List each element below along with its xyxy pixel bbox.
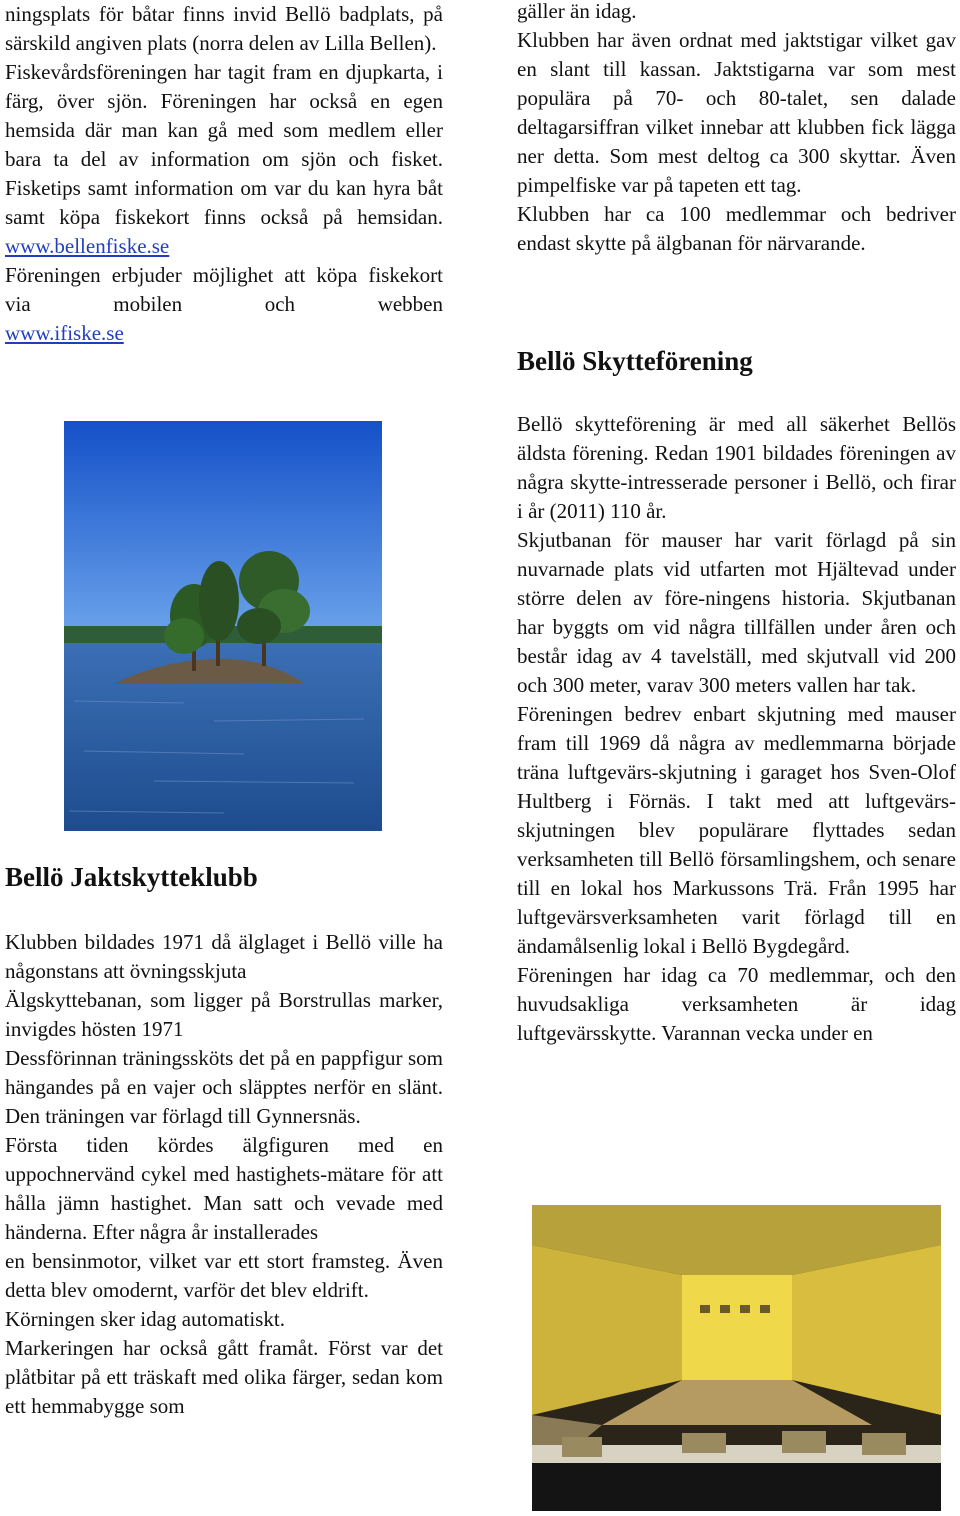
air-rifle-range-image — [532, 1205, 941, 1511]
left-column — [5, 0, 443, 348]
paragraph-fishing-association-text: Fiskevårdsföreningen har tagit fram en djupkarta, i färg, över sjön. Föreningen har också en egen hemsida där man kan gå med som medlem eller bara ta del av information om sjön och fisket. Fisketips samt information om var du kan hyra båt samt köpa fiskekort finns också på hemsidan. — [5, 60, 443, 229]
paragraph-moose-range: Älgskyttebanan, som ligger på Borstrullas marker, invigdes hösten 1971 — [5, 988, 443, 1041]
paragraph-still-valid: gäller än idag. — [517, 0, 637, 23]
paragraph-boat-mooring: ningsplats för båtar finns invid Bellö badplats, på särskild angiven plats (norra delen av Lilla Bellen). — [5, 2, 443, 55]
link-bellenfiske[interactable]: www.bellenfiske.se — [5, 234, 170, 258]
heading-jaktskytteklubb: Bellö Jaktskytteklubb — [5, 862, 258, 892]
paragraph-early-training: Dessförinnan träningssköts det på en pappfigur som hängandes på en vajer och släpptes nerför en slänt. Den träningen var förlagd till Gynnersnäs. — [5, 1046, 443, 1128]
lake-island-photo — [64, 421, 382, 831]
paragraph-current-members: Föreningen har idag ca 70 medlemmar, och den huvudsakliga verksamheten är idag luftgevärsskytte. Varannan vecka under en — [517, 963, 956, 1045]
paragraph-air-rifle: Föreningen bedrev enbart skjutning med mauser fram till 1969 då några av medlemmarna började träna luftgevärs-skjutning i garaget hos Sven-Olof Hultberg i Förnäs. I takt med att luftgevärs-skjutningen blev populärare flyttades sedan verksamheten till Bellö församlingshem, och senare till en lokal hos Markussons Trä. Från 1995 har luftgevärsverksamheten varit förlagd till en ändamålsenlig lokal i Bellö Bygdegård. — [517, 702, 956, 958]
paragraph-fishing-association — [5, 58, 443, 261]
air-rifle-range-photo — [532, 1205, 941, 1511]
paragraph-bicycle-drive: Första tiden kördes älgfiguren med en uppochnervänd cykel med hastighets-mätare för att hålla jämn hastighet. Man satt och vevade med händerna. Efter några år installerades — [5, 1133, 443, 1244]
lake-island-image — [64, 421, 382, 831]
paragraph-members: Klubben har ca 100 medlemmar och bedriver endast skytte på älgbanan för närvarande. — [517, 202, 956, 255]
paragraph-mauser-range: Skjutbanan för mauser har varit förlagd på sin nuvarnade plats vid utfarten mot Hjältevad under större delen av före-ningens historia. Skjutbanan har byggts om vid några tillfällen under åren och består idag av 4 tavelställ, med skjutvall vid 200 och 300 meter, varav 300 meters vallen har tak. — [517, 528, 956, 697]
left-column-lower — [5, 928, 443, 1421]
paragraph-petrol-engine: en bensinmotor, vilket var ett stort framsteg. Även detta blev omodernt, varför det blev eldrift. — [5, 1249, 443, 1302]
right-column-upper — [517, 0, 956, 258]
paragraph-marking: Markeringen har också gått framåt. Först var det plåtbitar på ett träskaft med olika färger, sedan kom ett hemmabygge som — [5, 1336, 443, 1418]
paragraph-fishing-license: Föreningen erbjuder möjlighet att köpa fiskekort via mobilen och webben — [5, 263, 443, 316]
paragraph-ifiske-link — [5, 319, 443, 348]
link-ifiske[interactable]: www.ifiske.se — [5, 321, 124, 345]
heading-skytteforening: Bellö Skytteförening — [517, 346, 753, 376]
paragraph-hunting-trails: Klubben har även ordnat med jaktstigar vilket gav en slant till kassan. Jaktstigarna var som mest populära på 70- och 80-talet, sen dalade deltagarsiffran vilket innebar att klubben fick lägga ner detta. Som mest deltog ca 300 skyttar. Även pimpelfiske var på tapeten ett tag. — [517, 28, 956, 197]
paragraph-automatic: Körningen sker idag automatiskt. — [5, 1307, 285, 1331]
paragraph-club-founded: Klubben bildades 1971 då älglaget i Bellö ville ha någonstans att övningsskjuta — [5, 930, 443, 983]
paragraph-oldest-association: Bellö skytteförening är med all säkerhet Bellös äldsta förening. Redan 1901 bildades föreningen av några skytte-intresserade personer i Bellö, och firar i år (2011) 110 år. — [517, 412, 956, 523]
right-column-lower — [517, 410, 956, 1048]
